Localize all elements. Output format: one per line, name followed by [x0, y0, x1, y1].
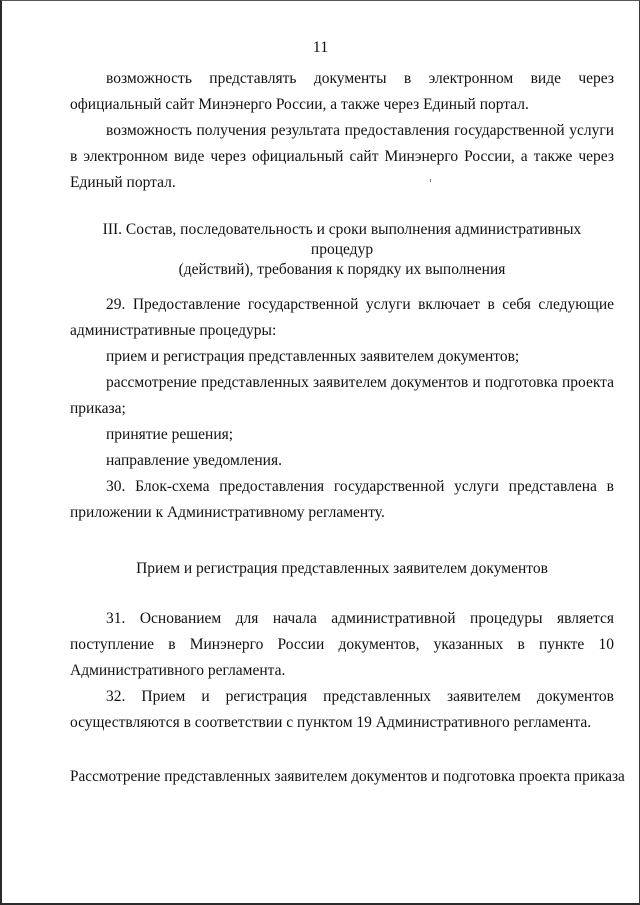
- paragraph-29: 29. Предоставление государственной услуги включает в себя следующие административные процедуры:: [70, 296, 614, 339]
- procedure-item: прием и регистрация представленных заявителем документов;: [106, 348, 520, 365]
- paragraph-30: 30. Блок-схема предоставления государственной услуги представлена в приложении к Административному регламенту.: [70, 478, 614, 521]
- spacer: [70, 736, 614, 764]
- procedure-item: принятие решения;: [106, 426, 234, 443]
- paragraph-electronic-submission: возможность представлять документы в электронном виде через официальный сайт Минэнерго России, а также через Единый портал.: [70, 70, 614, 113]
- spacer: [70, 582, 614, 606]
- paragraph-electronic-result: возможность получения результата предоставления государственной услуги в электронном виде через официальный сайт Минэнерго России, а также через Единый портал.: [70, 122, 614, 191]
- subheading-review: Рассмотрение представленных заявителем документов и подготовка проекта приказа: [70, 768, 625, 785]
- spacer: [70, 196, 614, 220]
- document-body: [70, 66, 625, 790]
- section-heading-line-2: (действий), требования к порядку их выполнения: [178, 261, 506, 278]
- spacer: [70, 280, 614, 292]
- paragraph-31: 31. Основанием для начала административной процедуры является поступление в Минэнерго России документов, указанных в пункте 10 Административного регламента.: [70, 610, 614, 679]
- procedure-item: направление уведомления.: [106, 452, 282, 469]
- procedure-item: рассмотрение представленных заявителем документов и подготовка проекта приказа;: [70, 374, 614, 417]
- subheading-intake: Прием и регистрация представленных заявителем документов: [136, 560, 548, 577]
- page-number: 11: [312, 39, 329, 56]
- spacer: [70, 526, 614, 556]
- section-heading-line-1: III. Состав, последовательность и сроки выполнения административных процедур: [102, 221, 582, 258]
- paragraph-32: 32. Прием и регистрация представленных заявителем документов осуществляются в соответствии с пунктом 19 Административного регламента.: [70, 688, 614, 731]
